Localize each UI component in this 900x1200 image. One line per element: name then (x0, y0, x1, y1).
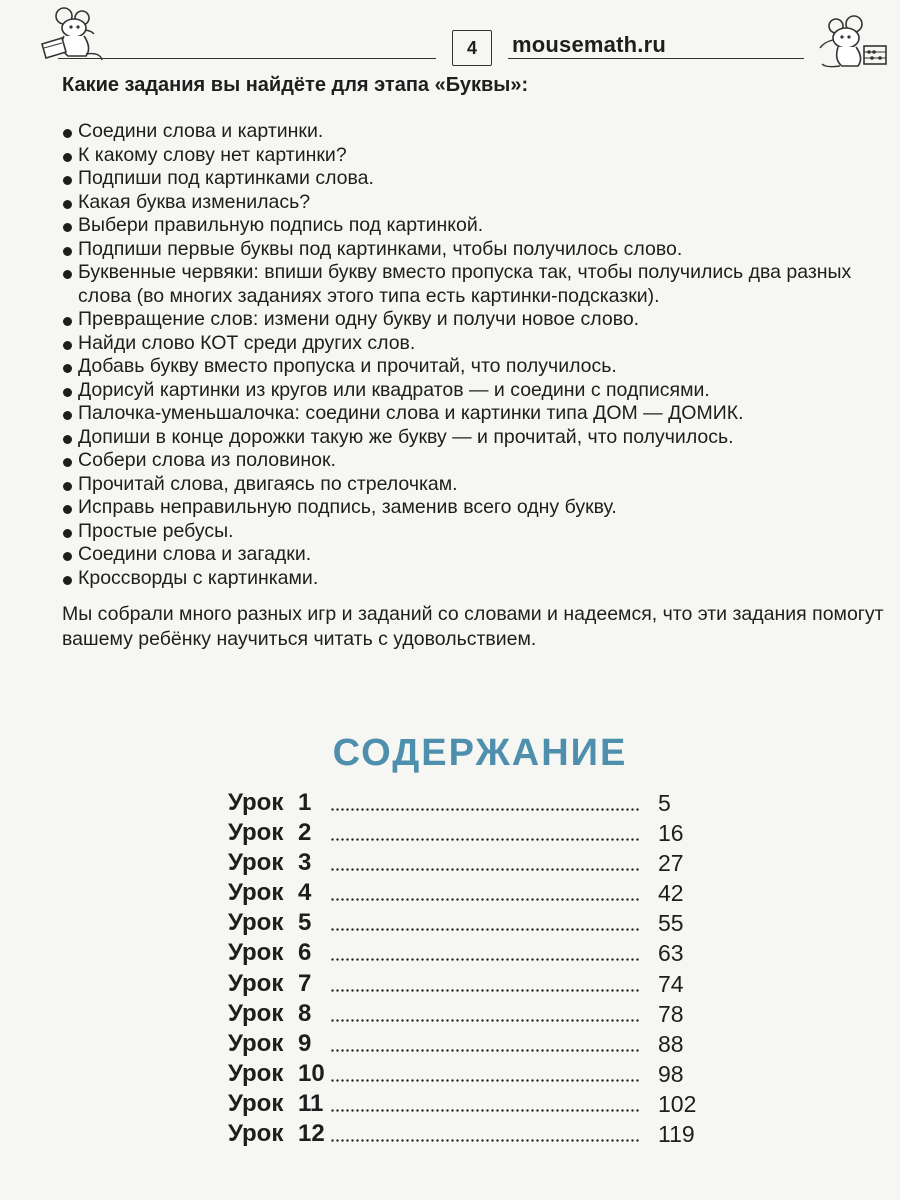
list-item-text: Превращение слов: измени одну букву и получи новое слово. (78, 308, 640, 330)
list-item (62, 567, 898, 591)
toc-row (228, 1029, 708, 1059)
toc-dot-leader (330, 838, 640, 841)
toc-row (228, 788, 708, 818)
toc-page-number: 55 (658, 910, 684, 937)
section-heading: Какие задания вы найдёте для этапа «Буквы»: (62, 74, 529, 96)
toc-page-number: 5 (658, 790, 671, 816)
list-item (62, 379, 898, 403)
list-item-text: Допиши в конце дорожки такую же букву — и прочитай, что получилось. (78, 425, 734, 448)
toc-page-number: 88 (658, 1030, 684, 1057)
list-item (62, 426, 898, 450)
list-item-text: Исправь неправильную подпись, заменив всего одну букву. (78, 496, 617, 518)
toc-row (228, 1119, 708, 1149)
toc-lesson-number: 1 (298, 789, 312, 816)
list-item (62, 238, 898, 262)
toc-row (228, 999, 708, 1029)
toc-page-number: 63 (658, 940, 684, 967)
toc-page-number: 102 (658, 1090, 697, 1117)
toc-lesson-number: 12 (298, 1120, 325, 1148)
toc-row (228, 938, 708, 968)
toc-dot-leader (330, 1139, 640, 1142)
toc-row (228, 878, 708, 908)
closing-line-1: Мы собрали много разных игр и заданий со словами и надеемся, что эти задания помогут (62, 603, 884, 625)
list-item-text: Собери слова из половинок. (78, 449, 336, 471)
list-item (62, 261, 898, 308)
list-item-text: Какая буква изменилась? (78, 190, 311, 213)
mouse-with-abacus-icon (812, 14, 896, 72)
toc-row (228, 848, 708, 878)
toc-page-number: 16 (658, 820, 684, 847)
list-item (62, 332, 898, 356)
list-item (62, 167, 898, 191)
list-item (62, 214, 898, 238)
toc-lesson-label: Урок (228, 939, 284, 967)
header-rule-right (508, 58, 804, 59)
closing-line-2: вашему ребёнку научиться читать с удовольствием. (62, 628, 537, 650)
toc-dot-leader (330, 808, 640, 811)
toc-dot-leader (330, 898, 640, 901)
toc-lesson-label: Урок (228, 1089, 284, 1117)
toc-lesson-label: Урок (228, 879, 284, 907)
toc-page-number: 74 (658, 970, 684, 997)
list-item (62, 402, 898, 426)
list-item-text: Добавь букву вместо пропуска и прочитай, что получилось. (78, 355, 617, 377)
toc-lesson-number: 5 (298, 909, 312, 937)
page-header (0, 0, 900, 80)
list-item-text: Найди слово КОТ среди других слов. (78, 331, 416, 354)
list-item-text: Выбери правильную подпись под картинкой. (78, 214, 484, 236)
list-item-text: Палочка-уменьшалочка: соедини слова и картинки типа ДОМ — ДОМИК. (78, 402, 744, 424)
list-item (62, 473, 898, 497)
list-item-text: Подпиши под картинками слова. (78, 167, 374, 189)
list-item-text: Кроссворды с картинками. (78, 566, 319, 589)
list-item (62, 191, 898, 215)
list-item-text: Соедини слова и картинки. (78, 120, 324, 142)
list-item (62, 355, 898, 379)
list-item (62, 520, 898, 544)
toc-lesson-label: Урок (228, 1120, 284, 1148)
list-item-text: К какому слову нет картинки? (78, 143, 347, 166)
toc-dot-leader (330, 1019, 640, 1022)
list-item (62, 120, 898, 144)
toc-lesson-number: 11 (298, 1089, 324, 1117)
list-item (62, 144, 898, 168)
toc-row (228, 1089, 708, 1119)
toc-page-number: 119 (658, 1121, 695, 1148)
toc-row (228, 908, 708, 938)
toc-lesson-number: 6 (298, 939, 312, 967)
list-item (62, 449, 898, 473)
toc-lesson-label: Урок (228, 819, 284, 847)
toc-row (228, 969, 708, 999)
toc-page-number: 27 (658, 850, 684, 877)
task-list (62, 120, 898, 590)
toc-lesson-number: 9 (298, 1029, 312, 1057)
list-item-text: Простые ребусы. (78, 519, 234, 542)
list-item-text: Дорисуй картинки из кругов или квадратов — и соедини с подписями. (78, 378, 710, 401)
toc-dot-leader (330, 1049, 640, 1052)
toc-dot-leader (330, 1109, 640, 1112)
toc-dot-leader (330, 989, 640, 992)
closing-paragraph (62, 602, 898, 652)
toc-lesson-number: 4 (298, 879, 312, 907)
toc-page-number: 42 (658, 880, 684, 907)
toc-lesson-label: Урок (228, 789, 284, 816)
site-name: mousemath.ru (512, 32, 666, 57)
toc-row (228, 1059, 708, 1089)
toc-lesson-label: Урок (228, 849, 284, 877)
toc-lesson-number: 2 (298, 819, 312, 847)
toc-lesson-label: Урок (228, 1029, 284, 1057)
toc-dot-leader (330, 868, 640, 871)
toc-lesson-label: Урок (228, 969, 284, 997)
list-item-text: Прочитай слова, двигаясь по стрелочкам. (78, 472, 458, 495)
list-item-text-continued: слова (во многих заданиях этого типа есть картинки-подсказки). (78, 284, 660, 307)
header-rule-left (58, 58, 436, 59)
list-item (62, 543, 898, 567)
list-item (62, 308, 898, 332)
list-item-text: Буквенные червяки: впиши букву вместо пропуска так, чтобы получились два разных (78, 261, 852, 283)
toc-lesson-number: 10 (298, 1059, 325, 1087)
toc-lesson-label: Урок (228, 909, 284, 937)
list-item-text: Подпиши первые буквы под картинками, чтобы получилось слово. (78, 237, 683, 260)
page-number: 4 (452, 30, 492, 66)
list-item-text: Соедини слова и загадки. (78, 543, 312, 565)
list-item (62, 496, 898, 520)
mouse-reading-icon (28, 4, 108, 64)
toc-lesson-label: Урок (228, 1059, 284, 1087)
contents-title: СОДЕРЖАНИЕ (332, 732, 628, 774)
toc-page-number: 98 (658, 1060, 684, 1087)
toc-dot-leader (330, 1079, 640, 1082)
toc-dot-leader (330, 928, 640, 931)
toc-lesson-number: 3 (298, 849, 312, 877)
table-of-contents (228, 788, 708, 1149)
toc-lesson-number: 7 (298, 969, 312, 997)
toc-row (228, 818, 708, 848)
toc-dot-leader (330, 958, 640, 961)
toc-page-number: 78 (658, 1000, 684, 1027)
toc-lesson-label: Урок (228, 999, 284, 1027)
toc-lesson-number: 8 (298, 999, 312, 1027)
